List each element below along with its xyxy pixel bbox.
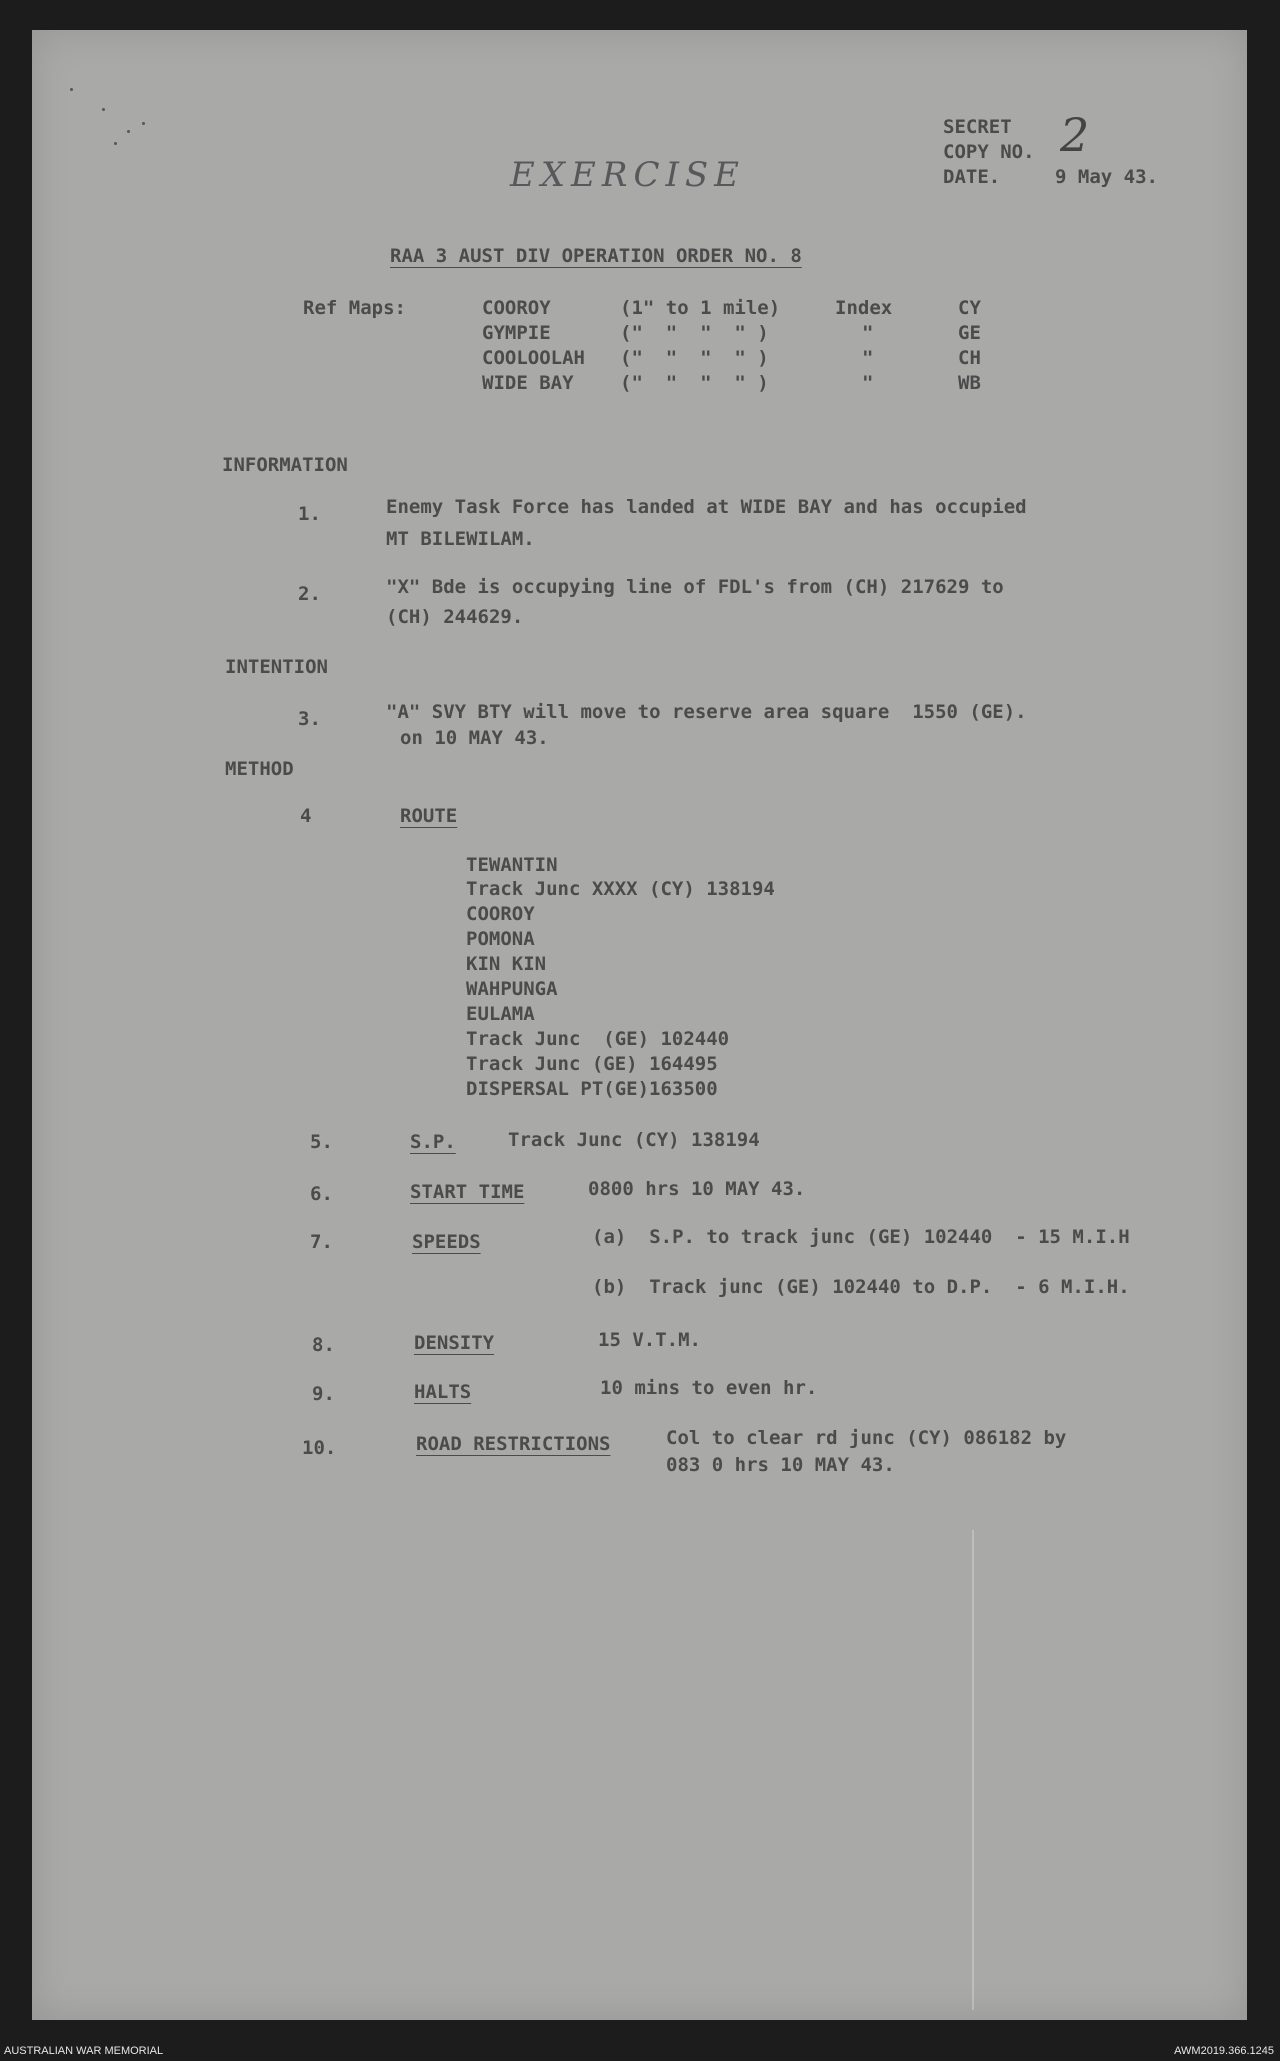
road-restrictions-line-2: 083 0 hrs 10 MAY 43. <box>666 1454 895 1476</box>
paragraph-1-line-1: Enemy Task Force has landed at WIDE BAY and has occupied <box>386 496 1027 518</box>
paragraph-number: 6. <box>310 1183 333 1205</box>
handwritten-exercise: EXERCISE <box>510 155 745 195</box>
sp-value: Track Junc (CY) 138194 <box>508 1129 760 1151</box>
paragraph-number: 1. <box>298 503 321 525</box>
ref-map-index: " <box>862 372 874 394</box>
paragraph-2-line-1: "X" Bde is occupying line of FDL's from (CH) 217629 to <box>386 576 1004 598</box>
intention-heading: INTENTION <box>225 656 328 678</box>
route-item: DISPERSAL PT(GE)163500 <box>466 1078 718 1100</box>
road-restrictions-label: ROAD RESTRICTIONS <box>416 1433 611 1455</box>
halts-label: HALTS <box>414 1381 472 1403</box>
paragraph-number: 2. <box>298 583 321 605</box>
secret-label: SECRET <box>943 116 1012 138</box>
route-item: POMONA <box>466 928 535 950</box>
ink-speck <box>114 142 117 145</box>
paragraph-3-line-2: on 10 MAY 43. <box>400 727 549 749</box>
ink-speck <box>70 88 73 91</box>
ref-map-code: CH <box>958 347 981 369</box>
paragraph-number: 9. <box>312 1383 335 1405</box>
route-item: COOROY <box>466 903 535 925</box>
route-item: Track Junc (GE) 164495 <box>466 1053 718 1075</box>
ink-speck <box>102 108 105 111</box>
method-heading: METHOD <box>225 758 294 780</box>
ref-map-scale: (" " " " ) <box>620 347 769 369</box>
sp-label: S.P. <box>410 1131 456 1153</box>
route-item: EULAMA <box>466 1003 535 1025</box>
ref-map-scale: (1" to 1 mile) <box>620 297 781 319</box>
copy-no-label: COPY NO. <box>943 141 1035 163</box>
paragraph-number: 10. <box>302 1437 337 1459</box>
route-item: KIN KIN <box>466 953 547 975</box>
route-label: ROUTE <box>400 805 458 827</box>
paragraph-number: 8. <box>312 1334 335 1356</box>
route-item: Track Junc XXXX (CY) 138194 <box>466 878 775 900</box>
paragraph-number: 4 <box>300 805 312 827</box>
document-title: RAA 3 AUST DIV OPERATION ORDER NO. 8 <box>390 245 802 267</box>
road-restrictions-line-1: Col to clear rd junc (CY) 086182 by <box>666 1427 1067 1449</box>
density-value: 15 V.T.M. <box>598 1329 701 1351</box>
footer-catalogue-id: AWM2019.366.1245 <box>1174 2045 1274 2057</box>
ref-maps-label: Ref Maps: <box>303 297 406 319</box>
ref-map-index: " <box>862 347 874 369</box>
paper-fold <box>972 1530 974 2010</box>
ref-map-scale: (" " " " ) <box>620 322 769 344</box>
ref-map-name: WIDE BAY <box>482 372 574 394</box>
ref-map-name: GYMPIE <box>482 322 551 344</box>
route-item: WAHPUNGA <box>466 978 558 1000</box>
paragraph-2-line-2: (CH) 244629. <box>386 606 524 628</box>
ink-speck <box>142 122 145 125</box>
ref-map-code: WB <box>958 372 981 394</box>
ref-map-code: CY <box>958 297 981 319</box>
route-item: TEWANTIN <box>466 854 558 876</box>
ref-map-scale: (" " " " ) <box>620 372 769 394</box>
paragraph-number: 5. <box>310 1131 333 1153</box>
ref-map-index: " <box>862 322 874 344</box>
paragraph-3-line-1: "A" SVY BTY will move to reserve area square 1550 (GE). <box>386 701 1027 723</box>
ref-map-name: COOROY <box>482 297 551 319</box>
ref-map-name: COOLOOLAH <box>482 347 585 369</box>
halts-value: 10 mins to even hr. <box>600 1377 818 1399</box>
speed-a: (a) S.P. to track junc (GE) 102440 - 15 M.I.H <box>592 1226 1130 1248</box>
information-heading: INFORMATION <box>222 454 348 476</box>
footer-source: AUSTRALIAN WAR MEMORIAL <box>4 2045 164 2057</box>
start-time-label: START TIME <box>410 1181 525 1203</box>
ref-map-code: GE <box>958 322 981 344</box>
paragraph-number: 3. <box>298 708 321 730</box>
speed-b: (b) Track junc (GE) 102440 to D.P. - 6 M.I.H. <box>592 1276 1130 1298</box>
ref-map-index: Index <box>835 297 893 319</box>
ink-speck <box>127 130 130 133</box>
date-label: DATE. <box>943 166 1001 188</box>
copy-number: 2 <box>1060 108 1090 162</box>
route-item: Track Junc (GE) 102440 <box>466 1028 730 1050</box>
density-label: DENSITY <box>414 1332 495 1354</box>
paragraph-1-line-2: MT BILEWILAM. <box>386 528 535 550</box>
paragraph-number: 7. <box>310 1231 333 1253</box>
start-time-value: 0800 hrs 10 MAY 43. <box>588 1178 806 1200</box>
speeds-label: SPEEDS <box>412 1231 481 1253</box>
date-value: 9 May 43. <box>1055 166 1158 188</box>
